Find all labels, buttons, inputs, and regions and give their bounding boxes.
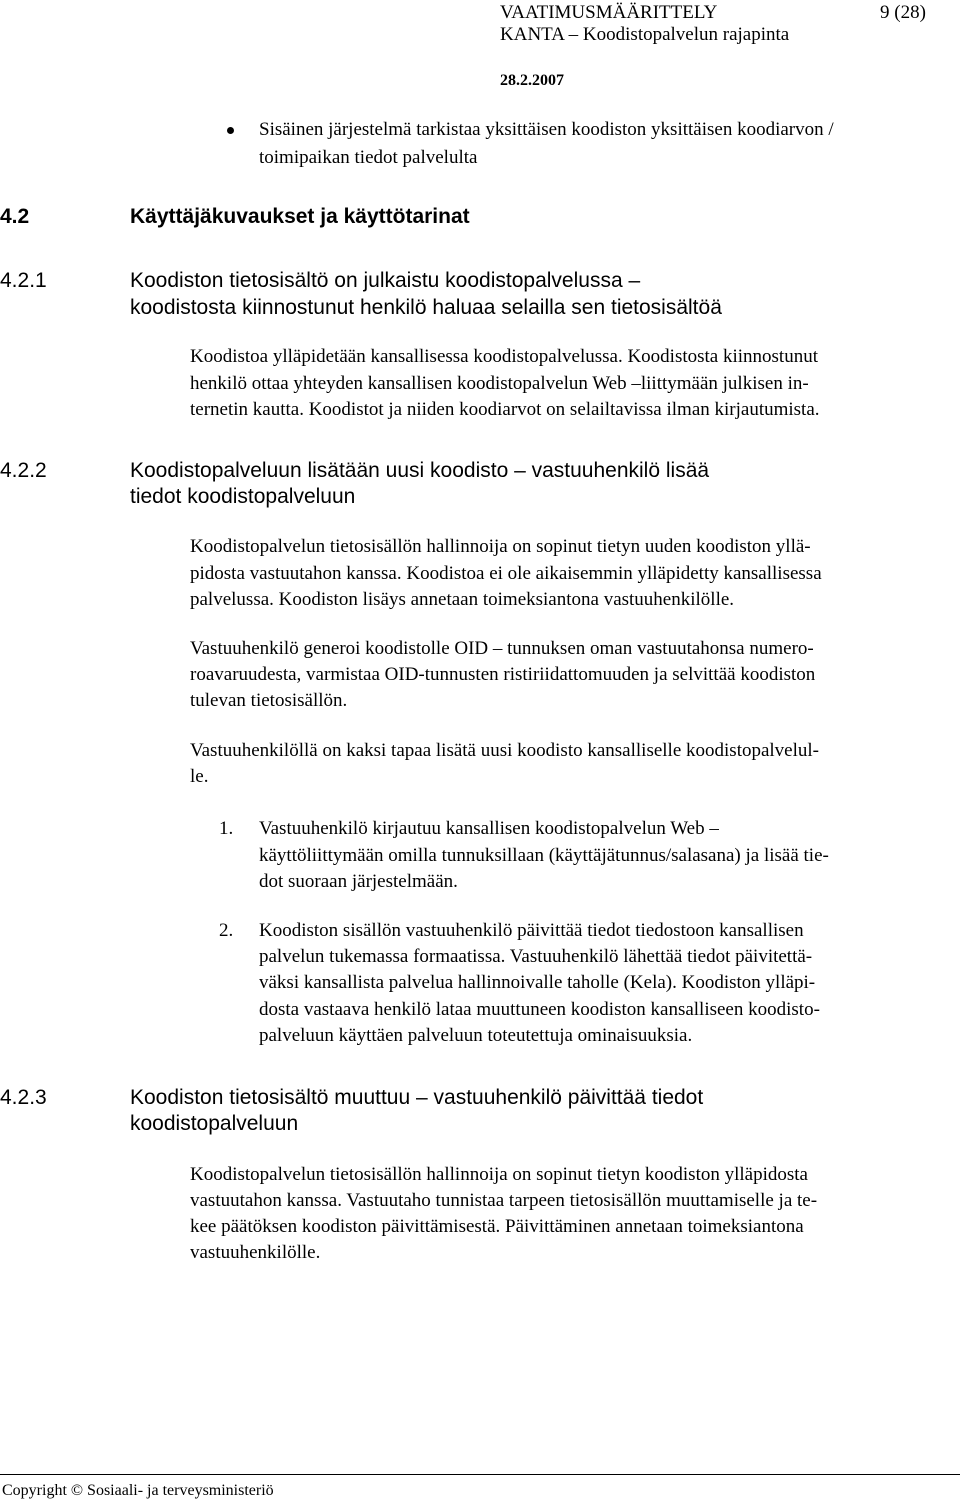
paragraph-line: Koodistoa ylläpidetään kansallisessa koodistopalvelussa. Koodistosta kiinnostunut xyxy=(190,346,818,367)
paragraph-line: Koodistopalvelun tietosisällön hallinnoija on sopinut tietyn uuden koodiston yllä- xyxy=(190,536,811,557)
list-item-line: dosta vastaava henkilö lataa muuttuneen koodiston kansalliseen koodisto- xyxy=(259,999,820,1020)
section-heading: Käyttäjäkuvaukset ja käyttötarinat xyxy=(130,205,470,228)
paragraph-line: Vastuuhenkilöllä on kaksi tapaa lisätä uusi koodisto kansalliselle koodistopalvelul- xyxy=(190,740,820,761)
subsection-title-line: Koodistopalveluun lisätään uusi koodisto – vastuuhenkilö lisää xyxy=(130,459,710,482)
subsection-title-line: Koodiston tietosisältö muuttuu – vastuuhenkilö päivittää tiedot xyxy=(130,1086,704,1109)
paragraph-line: vastuutahon kanssa. Vastuutaho tunnistaa tarpeen tietosisällön muuttamiselle ja te- xyxy=(190,1190,818,1211)
paragraph-line: henkilö ottaa yhteyden kansallisen koodistopalvelun Web –liittymään julkisen in- xyxy=(190,373,809,394)
page-number: 9 (28) xyxy=(880,2,926,23)
list-item-line: Vastuuhenkilö kirjautuu kansallisen koodistopalvelun Web – xyxy=(259,818,719,839)
list-item-line: palveluun käyttäen palveluun toteutettuja ominaisuuksia. xyxy=(259,1025,693,1046)
list-item-line: Koodiston sisällön vastuuhenkilö päivittää tiedot tiedostoon kansallisen xyxy=(259,920,804,941)
paragraph-line: le. xyxy=(190,766,209,787)
doc-subtitle: KANTA – Koodistopalvelun rajapinta xyxy=(500,24,790,45)
list-item-line: väksi kansallista palvelua hallinnoivalle taholle (Kela). Koodiston ylläpi- xyxy=(259,972,816,993)
subsection-title-line: Koodiston tietosisältö on julkaistu koodistopalvelussa – xyxy=(130,269,641,292)
subsection-title-line: koodistopalveluun xyxy=(130,1112,299,1135)
list-marker: 1. xyxy=(219,818,234,839)
section-number: 4.2 xyxy=(0,205,30,228)
doc-date: 28.2.2007 xyxy=(500,72,564,89)
paragraph-line: kee päätöksen koodiston päivittämisestä. Päivittäminen annetaan toimeksiantona xyxy=(190,1216,804,1237)
paragraph-line: roavaruudesta, varmistaa OID-tunnusten ristiriidattomuuden ja selvittää koodiston xyxy=(190,664,816,685)
paragraph-line: vastuuhenkilölle. xyxy=(190,1242,321,1263)
subsection-title-line: koodistosta kiinnostunut henkilö haluaa selailla sen tietosisältöä xyxy=(130,296,722,319)
paragraph-line: Vastuuhenkilö generoi koodistolle OID – tunnuksen oman vastuutahonsa numero- xyxy=(190,638,814,659)
doc-title: VAATIMUSMÄÄRITTELY xyxy=(500,2,718,23)
subsection-number: 4.2.3 xyxy=(0,1086,47,1109)
list-item-line: dot suoraan järjestelmään. xyxy=(259,871,458,892)
paragraph-line: palvelussa. Koodiston lisäys annetaan toimeksiantona vastuuhenkilölle. xyxy=(190,589,735,610)
paragraph-line: tulevan tietosisällön. xyxy=(190,690,348,711)
subsection-title-line: tiedot koodistopalveluun xyxy=(130,485,356,508)
footer-copyright: Copyright © Sosiaali- ja terveysministeriö xyxy=(2,1482,274,1499)
footer-divider xyxy=(0,1474,960,1475)
subsection-number: 4.2.1 xyxy=(0,269,47,292)
subsection-number: 4.2.2 xyxy=(0,459,47,482)
list-marker: 2. xyxy=(219,920,234,941)
bullet-line: toimipaikan tiedot palvelulta xyxy=(259,147,478,168)
list-item-line: palvelun tukemassa formaatissa. Vastuuhenkilö lähettää tiedot päivitettä- xyxy=(259,946,813,967)
paragraph-line: ternetin kautta. Koodistot ja niiden koodiarvot on selailtavissa ilman kirjautumista. xyxy=(190,399,820,420)
paragraph-line: Koodistopalvelun tietosisällön hallinnoija on sopinut tietyn koodiston ylläpidosta xyxy=(190,1164,808,1185)
bullet-icon xyxy=(227,127,234,134)
list-item-line: käyttöliittymään omilla tunnuksillaan (käyttäjätunnus/salasana) ja lisää tie- xyxy=(259,845,829,866)
paragraph-line: pidosta vastuutahon kanssa. Koodistoa ei ole aikaisemmin ylläpidetty kansallisessa xyxy=(190,563,822,584)
bullet-line: Sisäinen järjestelmä tarkistaa yksittäisen koodiston yksittäisen koodiarvon / xyxy=(259,119,834,140)
